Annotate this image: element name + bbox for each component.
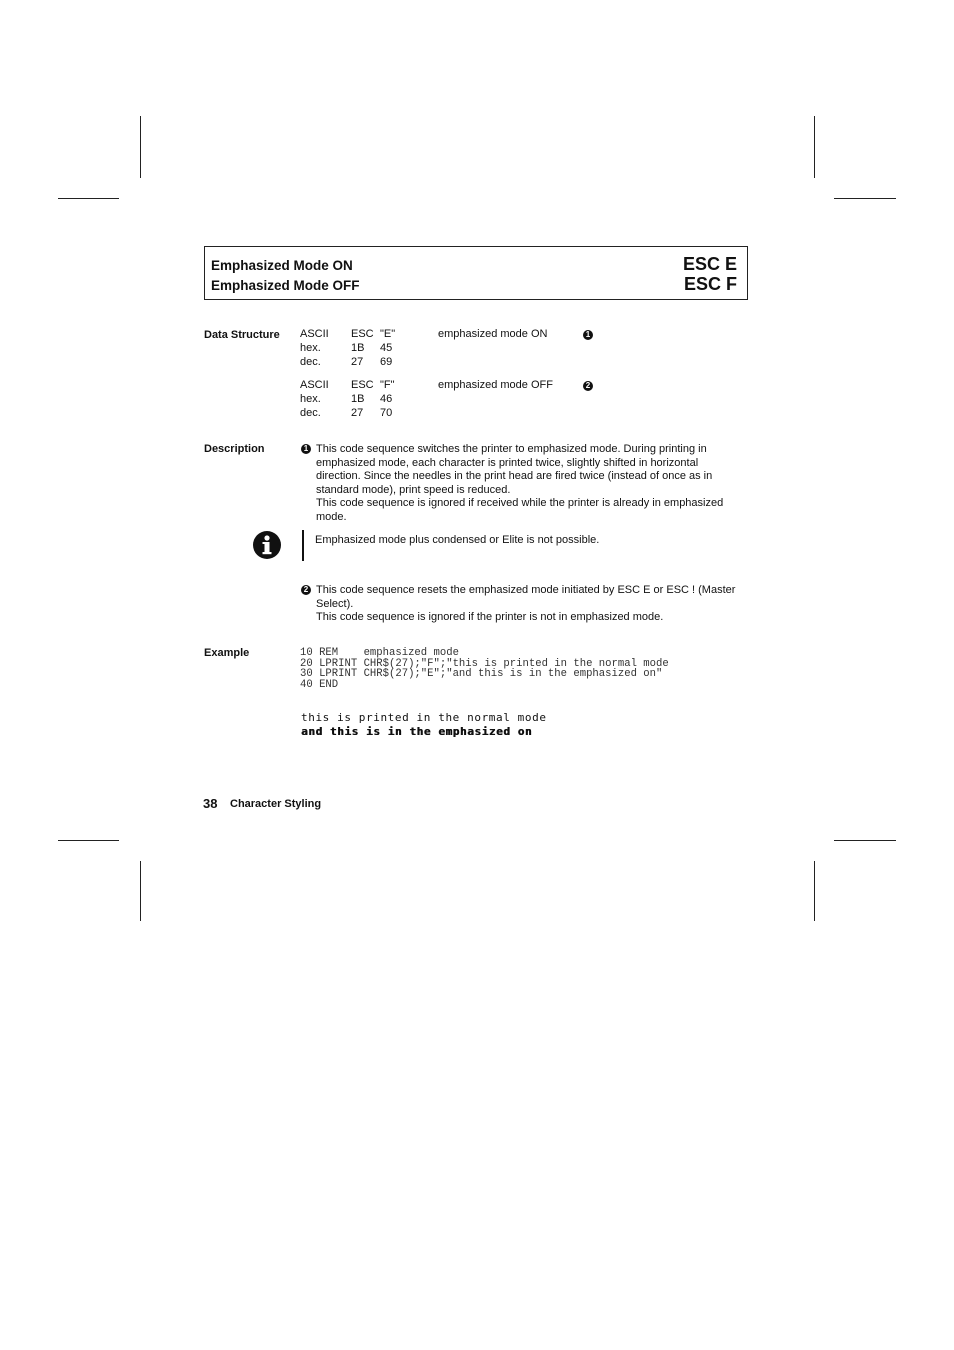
format-label: hex.	[300, 393, 321, 405]
crop-mark	[814, 861, 815, 921]
command-header	[204, 246, 748, 300]
page-number: 38	[203, 796, 218, 811]
value-2: 70	[380, 407, 393, 419]
description-label: Description	[204, 443, 265, 455]
description-item-2: This code sequence resets the emphasized mode initiated by ESC E or ESC ! (Master Select). This code sequence is ignored if the printer is not in emphasized mode.	[316, 584, 736, 624]
format-label: ASCII	[300, 379, 329, 391]
description-item-1: This code sequence switches the printer to emphasized mode. During printing in emphasized mode, each character is printed twice, slightly shifted in horizontal direction. Since the needles in the print head are fired twice (instead of once as in standard mode), print speed is reduced. This code sequence is ignored if received while the printer is already in emphasized mode.	[316, 443, 724, 523]
data-structure-label: Data Structure	[204, 329, 280, 341]
marker-1-icon: 1	[301, 444, 311, 454]
value-2: 46	[380, 393, 393, 405]
title-off: Emphasized Mode OFF	[211, 278, 360, 293]
note-text: Emphasized mode plus condensed or Elite is not possible.	[315, 534, 600, 546]
crop-mark	[140, 116, 141, 178]
example-label: Example	[204, 647, 250, 659]
marker-2-icon: 2	[301, 585, 311, 595]
crop-mark	[58, 840, 119, 841]
value-2: 69	[380, 356, 393, 368]
section-title: Character Styling	[230, 798, 322, 810]
value-2: "F"	[380, 379, 395, 391]
format-label: ASCII	[300, 328, 329, 340]
code-listing: 10 REM emphasized mode 20 LPRINT CHR$(27);"F";"this is printed in the normal mode 30 LPRINT CHR$(27);"E";"and this is in the emphasized on" 40 END	[300, 647, 669, 691]
crop-mark	[834, 198, 896, 199]
info-icon	[253, 531, 281, 559]
crop-mark	[58, 198, 119, 199]
format-label: dec.	[300, 356, 321, 368]
crop-mark	[814, 116, 815, 178]
marker-2-icon: 2	[583, 381, 593, 391]
value-1: 1B	[351, 342, 365, 354]
code-on: ESC E	[682, 254, 737, 274]
title-on: Emphasized Mode ON	[211, 258, 353, 273]
marker-1-icon: 1	[583, 330, 593, 340]
value-1: ESC	[351, 328, 374, 340]
printout-normal: this is printed in the normal mode	[301, 711, 547, 724]
value-1: 27	[351, 356, 364, 368]
meaning-on: emphasized mode ON	[438, 328, 548, 340]
value-1: 27	[351, 407, 364, 419]
meaning-off: emphasized mode OFF	[438, 379, 553, 391]
printout-emphasized: and this is in the emphasized on	[301, 725, 533, 738]
value-1: 1B	[351, 393, 365, 405]
note-bar	[302, 530, 304, 561]
format-label: dec.	[300, 407, 321, 419]
value-1: ESC	[351, 379, 374, 391]
code-off: ESC F	[683, 274, 737, 294]
crop-mark	[834, 840, 896, 841]
crop-mark	[140, 861, 141, 921]
format-label: hex.	[300, 342, 321, 354]
value-2: "E"	[380, 328, 396, 340]
value-2: 45	[380, 342, 393, 354]
